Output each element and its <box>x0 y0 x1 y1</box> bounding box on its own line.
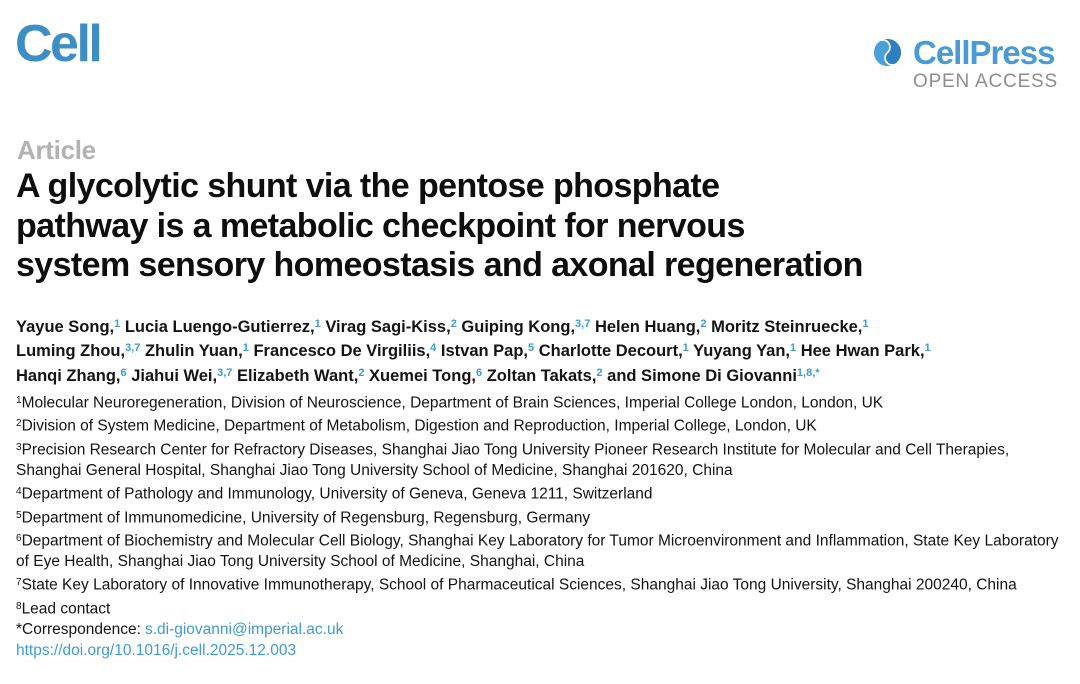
doi-line <box>16 641 1066 662</box>
author-affiliation-superscript: 1 <box>790 342 797 355</box>
cellpress-branding <box>869 36 1058 91</box>
article-title-line: pathway is a metabolic checkpoint for nervous <box>16 206 745 245</box>
author-name: Moritz Steinruecke, <box>711 318 863 336</box>
author-affiliation-superscript: 5 <box>528 342 535 355</box>
author-affiliation-superscript: 1 <box>924 342 931 355</box>
author-affiliation-superscript: 2 <box>450 318 457 330</box>
correspondence-email-link[interactable]: s.di-giovanni@imperial.ac.uk <box>144 621 344 639</box>
author-affiliation-superscript: 1 <box>314 318 321 330</box>
author-affiliation-superscript: 6 <box>120 366 127 379</box>
affiliation-number-superscript: 3 <box>16 441 22 453</box>
affiliation-text: Department of Immunomedicine, University of Regensburg, Regensburg, Germany <box>21 509 591 527</box>
author-name: Guiping Kong, <box>461 318 576 336</box>
author-name: Xuemei Tong, <box>369 366 476 385</box>
author-affiliation-superscript: 4 <box>430 342 437 355</box>
correspondence-line <box>16 620 1066 641</box>
affiliation-text: State Key Laboratory of Innovative Immunotherapy, School of Pharmaceutical Sciences, Shanghai Jiao Tong University, Shanghai 200240, China <box>21 576 1017 594</box>
author-name: Virag Sagi-Kiss, <box>325 318 451 336</box>
affiliation-item <box>16 529 1066 573</box>
author-name: Istvan Pap, <box>440 342 529 361</box>
author-affiliation-superscript: 2 <box>358 366 365 379</box>
affiliation-number-superscript: 2 <box>16 418 22 430</box>
author-name: Helen Huang, <box>594 318 701 336</box>
author-name: Hee Hwan Park, <box>800 342 925 361</box>
open-access-badge: OPEN ACCESS <box>912 71 1058 92</box>
article-title <box>16 167 1016 286</box>
author-name: Luming Zhou, <box>16 342 126 361</box>
author-affiliation-superscript: 2 <box>700 318 707 330</box>
correspondence-label: *Correspondence: <box>16 621 141 639</box>
cellpress-logo-text: CellPress <box>912 34 1055 71</box>
author-line <box>16 314 1068 338</box>
affiliation-number-superscript: 1 <box>16 395 22 406</box>
affiliation-number-superscript: 4 <box>16 486 22 498</box>
author-name: Lucia Luengo-Gutierrez, <box>124 318 315 336</box>
author-list <box>16 314 1068 387</box>
affiliation-item <box>16 597 1066 620</box>
doi-link[interactable]: https://doi.org/10.1016/j.cell.2025.12.003 <box>16 641 297 659</box>
affiliation-number-superscript: 7 <box>16 577 22 589</box>
affiliation-text: Molecular Neuroregeneration, Division of Neuroscience, Department of Brain Sciences, Imperial College London, London, UK <box>21 394 884 412</box>
author-name: Jiahui Wei, <box>131 366 218 385</box>
affiliation-number-superscript: 6 <box>16 532 22 544</box>
author-name: Zoltan Takats, <box>486 366 597 385</box>
affiliation-text: Department of Pathology and Immunology, University of Geneva, Geneva 1211, Switzerland <box>21 485 653 503</box>
affiliation-item <box>16 414 1066 437</box>
author-name: Elizabeth Want, <box>237 366 359 385</box>
author-affiliation-superscript: 1 <box>242 342 249 355</box>
affiliation-item <box>16 482 1066 505</box>
author-name: Charlotte Decourt, <box>538 342 683 361</box>
author-name: Zhulin Yuan, <box>144 342 243 361</box>
author-affiliation-superscript: 3,7 <box>575 318 591 330</box>
author-name: and Simone Di Giovanni <box>607 366 797 385</box>
author-name: Francesco De Virgiliis, <box>253 342 431 361</box>
author-name: Yuyang Yan, <box>693 342 790 361</box>
affiliation-text: Lead contact <box>21 600 111 618</box>
article-title-line: A glycolytic shunt via the pentose phosphate <box>16 167 720 205</box>
affiliation-text: Precision Research Center for Refractory Diseases, Shanghai Jiao Tong University Pioneer Research Institute for Molecular and Cell Therapies, Shanghai General Hospital, Shanghai Jiao Tong University School of Medicine, Shanghai 201620, China <box>16 441 1010 480</box>
author-affiliation-superscript: 2 <box>596 366 603 379</box>
author-line <box>16 338 1068 362</box>
author-name: Yayue Song, <box>16 318 115 336</box>
author-line <box>16 363 1068 387</box>
affiliation-number-superscript: 8 <box>16 600 22 612</box>
author-affiliation-superscript: 6 <box>475 366 483 379</box>
cell-journal-logo: Cell <box>15 15 101 73</box>
affiliations-block <box>16 391 1066 662</box>
affiliation-item <box>16 506 1066 529</box>
affiliation-item <box>16 573 1066 596</box>
author-affiliation-superscript: 1 <box>114 318 121 330</box>
cellpress-logo-icon <box>869 36 906 69</box>
author-affiliation-superscript: 1 <box>862 318 869 330</box>
affiliation-item <box>16 438 1066 482</box>
author-affiliation-superscript: 1,8,* <box>796 366 820 379</box>
author-affiliation-superscript: 3,7 <box>217 366 233 379</box>
article-title-line: system sensory homeostasis and axonal regeneration <box>16 246 863 284</box>
affiliation-text: Department of Biochemistry and Molecular Cell Biology, Shanghai Key Laboratory for Tumor Microenvironment and Inflammation, State Key Laboratory of Eye Health, Shanghai Jiao Tong University School of Medicine, Shanghai, China <box>16 532 1059 571</box>
author-affiliation-superscript: 1 <box>682 342 689 355</box>
affiliation-item <box>16 391 1066 414</box>
author-affiliation-superscript: 3,7 <box>125 342 141 355</box>
author-name: Hanqi Zhang, <box>16 366 121 385</box>
affiliation-number-superscript: 5 <box>16 509 22 521</box>
article-type-label: Article <box>17 135 96 165</box>
affiliation-text: Division of System Medicine, Department of Metabolism, Digestion and Reproduction, Imperial College, London, UK <box>21 417 817 435</box>
